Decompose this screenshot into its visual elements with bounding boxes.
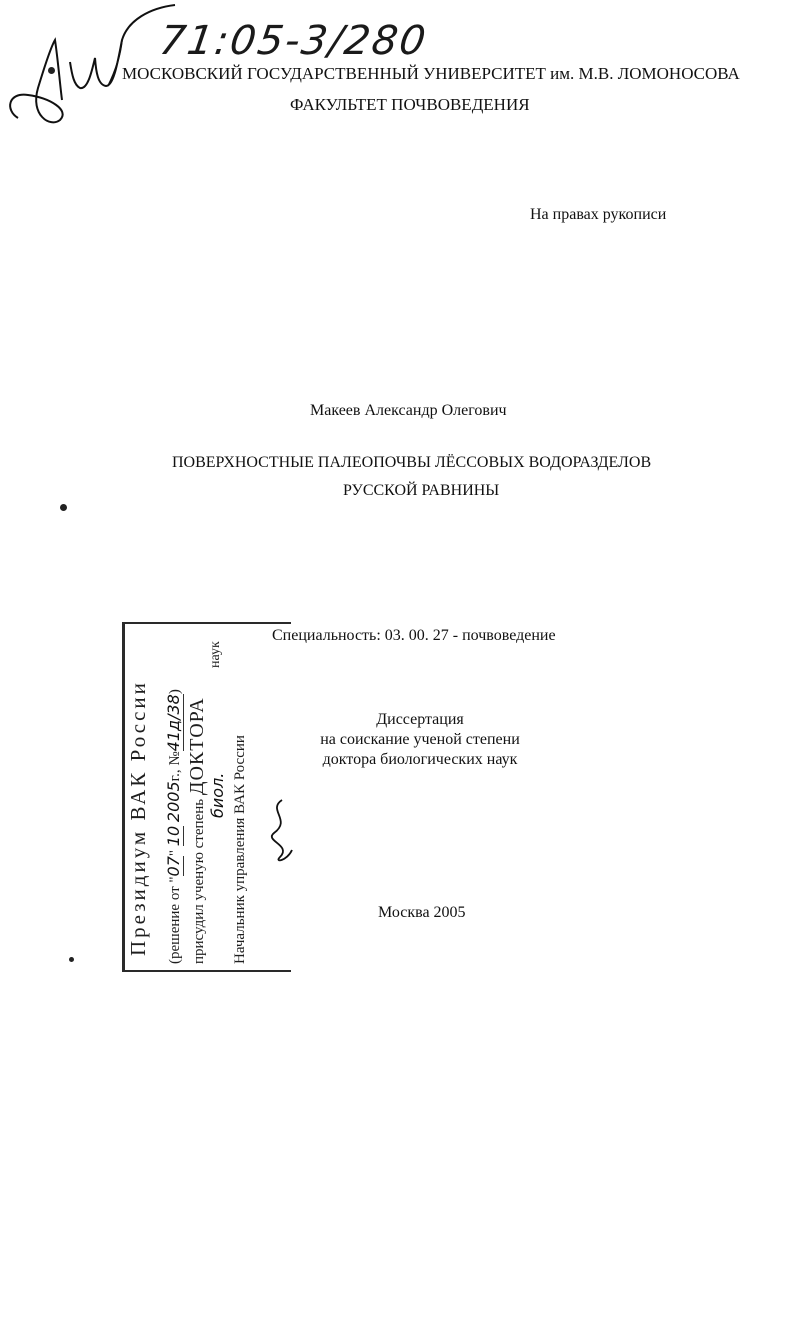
stamp-decision-no-prefix: г., № bbox=[167, 751, 183, 782]
dissertation-label: Диссертация bbox=[376, 711, 464, 728]
stamp-awarded-degree: ДОКТОРА bbox=[186, 697, 208, 796]
dissertation-purpose: на соискание ученой степени bbox=[320, 731, 520, 748]
stamp-decision-month: 10 bbox=[164, 825, 183, 847]
university-name: МОСКОВСКИЙ ГОСУДАРСТВЕННЫЙ УНИВЕРСИТЕТ им. М.В. ЛОМОНОСОВА bbox=[122, 64, 740, 83]
archive-number: 71:05-3/280 bbox=[156, 18, 431, 64]
dissertation-degree: доктора биологических наук bbox=[322, 751, 518, 768]
thesis-title-line1: ПОВЕРХНОСТНЫЕ ПАЛЕОПОЧВЫ ЛЁССОВЫХ ВОДОРАЗДЕЛОВ bbox=[172, 454, 652, 471]
punch-dot-middle bbox=[60, 504, 67, 511]
city-year: Москва 2005 bbox=[378, 904, 466, 921]
stamp-decision-day: 07 bbox=[164, 856, 183, 877]
stamp-decision-sep: " bbox=[167, 849, 183, 857]
manuscript-note: На правах рукописи bbox=[530, 206, 667, 223]
punch-dot-bottom bbox=[69, 957, 74, 962]
punch-dot-top bbox=[48, 67, 55, 74]
stamp-header: Президиум ВАК России bbox=[126, 680, 150, 956]
chief-signature bbox=[262, 795, 302, 865]
stamp-field-suffix: наук bbox=[208, 641, 223, 668]
faculty-name: ФАКУЛЬТЕТ ПОЧВОВЕДЕНИЯ bbox=[290, 95, 530, 114]
thesis-title-line2: РУССКОЙ РАВНИНЫ bbox=[343, 482, 500, 499]
stamp-decision-year: 2005 bbox=[164, 781, 183, 823]
stamp-awarded bbox=[186, 697, 209, 964]
stamp-decision-number: 41д/38 bbox=[164, 694, 183, 752]
specialty: Специальность: 03. 00. 27 - почвоведение bbox=[272, 627, 556, 644]
stamp-decision-prefix: (решение от " bbox=[167, 876, 183, 964]
stamp-chief: Начальник управления ВАК России bbox=[232, 735, 248, 964]
stamp-field-handwritten: биол. bbox=[208, 772, 227, 818]
stamp-awarded-prefix: присудил ученую степень bbox=[191, 798, 207, 964]
stamp-decision bbox=[164, 689, 184, 964]
stamp-decision-suffix: ) bbox=[167, 689, 183, 695]
author-name: Макеев Александр Олегович bbox=[310, 402, 507, 419]
